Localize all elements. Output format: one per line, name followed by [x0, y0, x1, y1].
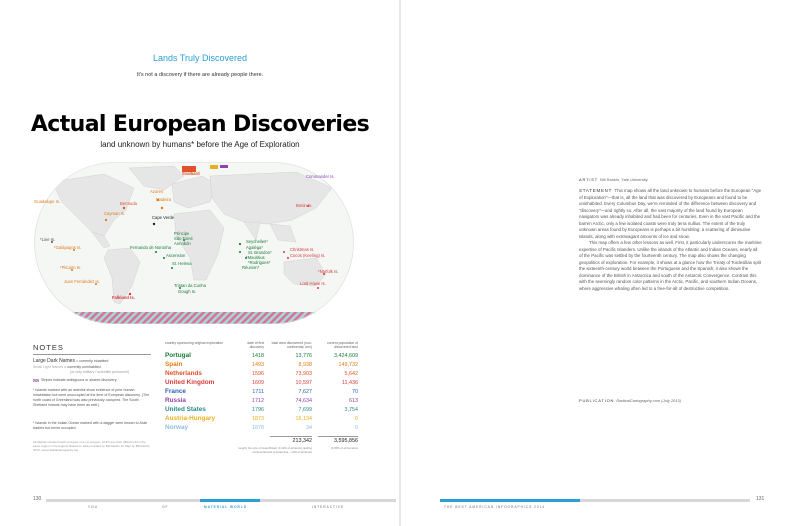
table-row-date: 1418	[252, 353, 264, 359]
population-note: (0.05% of all humans)	[330, 446, 358, 450]
col-header-date: date of first discovery	[247, 341, 264, 350]
map-label-sao-tome: São Tomé	[174, 236, 193, 241]
map-label-rodrigues: *Rodrigues*	[248, 260, 271, 265]
map-label-azores: Azores	[150, 189, 164, 194]
table-row-population: 149,732	[338, 362, 358, 368]
footer-item-you: YOU	[88, 505, 98, 509]
map-label-gough: Gough Is.	[178, 289, 197, 294]
spread-gutter	[399, 0, 401, 526]
map-label-guadalupe: Guadalupe Is.	[34, 199, 61, 204]
publication-source: RadicalCartography.com (July 2013)	[616, 398, 682, 403]
map-label-st-helena: St. Helena	[172, 261, 192, 266]
table-row-population: 3,754	[344, 407, 358, 413]
footer-item-of: OF	[162, 505, 169, 509]
map-label-mauritius: *Mauritius	[246, 255, 265, 260]
map-label-lord-howe: Lord Howe Is.	[300, 281, 326, 286]
notes-footnote: All islands included each occupies one (1) polygon, which are often different from the same region in the legend; Based on data provided by Bill Rankin for Map by Bill Rankin 2013, www.radicalcartography.net	[33, 440, 150, 453]
table-row-population: 613	[349, 398, 358, 404]
footer-book-title: THE BEST AMERICAN INFOGRAPHICS 2014	[444, 505, 546, 509]
infographic-subtitle: land unknown by humans* before the Age of Exploration	[100, 140, 300, 149]
table-row-country: Netherlands	[165, 370, 202, 377]
table-row-country: Russia	[165, 397, 186, 404]
infographic-title: Actual European Discoveries	[30, 112, 370, 137]
total-population: 3,595,856	[334, 438, 358, 444]
map-label-tristan-da-cunha: Tristan da Cunha	[174, 283, 206, 288]
table-row-area: 7,627	[298, 389, 312, 395]
table-row-population: 3,424,609	[334, 353, 358, 359]
area-note: roughly the size of Great Britain (0.14% of all lands) (adding continental land of Antarctica ~ 10% of all lands)	[237, 446, 312, 454]
artist-label: ARTIST	[579, 177, 598, 182]
table-row-population: 11,436	[341, 380, 358, 386]
map-label-falkland: Falkland Is.	[112, 295, 135, 300]
statement-paragraph-2: This map offers a few other lessons as well. First, it particularly underscores the maritime expertise of Pacific Islanders. Unlike the islands of the Atlantic and Indian Oceans, nearly all of the Pacific was settled by the fourteenth century. The map also shows the changing geopolitics of exploration. For example, it shows at a glance how the Treaty of Tordesillas split the sixteenth-century world between the Portuguese and the Spanish; it also shows the dominance of the British in Antarctica and south of the Antarctic Convergence. Contrast this with the seemingly random color patterns in the Arctic, Pacific, and southern Indian Oceans, where aggressive whaling often led to a free-for-all of destructive competition.	[579, 240, 762, 291]
asterisk-note-2: * Islands in the Indian Ocean marked with a dagger were known to Arab traders but never occupied.	[33, 421, 148, 430]
statement	[579, 188, 762, 292]
table-row-country: France	[165, 388, 186, 395]
antarctica-striped	[34, 312, 354, 324]
legend-dark-label: Large Dark Names	[33, 358, 75, 364]
map-label-agalega: Agaléga*	[246, 245, 263, 250]
table-row-date: 1878	[252, 425, 264, 431]
table-row-country: Spain	[165, 361, 183, 368]
map-label-st-brandon: St. Brandon*	[248, 250, 272, 255]
statement-label: STATEMENT	[579, 188, 613, 193]
legend-dark-desc: = currently inhabited	[75, 359, 109, 363]
table-row-area: 8,938	[298, 362, 312, 368]
map-label-line-is: *Line Is.	[40, 237, 56, 242]
right-page-number: 131	[756, 496, 765, 502]
map-label-cape-verde: Cape Verde	[152, 215, 175, 220]
table-row-date: 1711	[252, 389, 264, 395]
col-header-country: country sponsoring original exploration	[165, 341, 224, 345]
map-label-pitcairn: *Pitcairn Is.	[60, 265, 82, 270]
table-row-population: 5,642	[344, 371, 358, 377]
map-label-commander: Commander Is.	[306, 174, 335, 179]
table-row-date: 1873	[252, 416, 264, 422]
table-row-country: Norway	[165, 424, 189, 431]
map-label-madeira: Madeira	[156, 197, 172, 202]
footer-item-interactive: INTERACTIVE	[312, 505, 345, 509]
map-label-juan-fernandez: Juan Fernández Is.	[64, 279, 100, 284]
table-row-population: 0	[355, 425, 358, 431]
stripes-note-text: Stripes indicate ambiguous or shared discovery.	[41, 378, 118, 382]
map-label-cocos: Cocos (Keeling) Is.	[290, 253, 326, 258]
map-label-cayman: Cayman Is.	[104, 211, 126, 216]
statement-paragraph-1: This map shows all the land unknown to humans before the European "Age of Exploration"—that is, all the land that was discovered by Europeans and found to be uninhabited. Every Columbus Day, we're reminded of the difference between discovery and "discovery"—and rightly so. After all, the vast majority of the land found by European navigators was already inhabited and had been for centuries. Even in the vast Pacific and the barren Arctic, only a few isolated coasts were truly terra nullius. The extent of the truly unknown areas found by Europeans is perhaps a bit humbling: a scattering of diminutive islands, along with extravagant amounts of ice and snow.	[579, 188, 762, 239]
legend-light-label: Small Light Names	[33, 365, 64, 369]
area-total-rule	[270, 436, 312, 437]
col-header-population: current population of discovered land	[327, 341, 358, 350]
map-label-fernando-de-noronha: Fernando de Noronha	[130, 245, 171, 250]
total-area: 213,342	[292, 438, 312, 444]
publication-label: PUBLICATION	[579, 398, 615, 403]
stripes-note	[33, 378, 151, 383]
left-footer-accent	[200, 499, 260, 502]
table-row-area: 13,776	[295, 353, 312, 359]
map-label-bonin: Bonin Is.	[296, 203, 313, 208]
map-label-norfolk: *Norfolk Is.	[318, 269, 339, 274]
footer-item-material-world: MATERIAL WORLD	[204, 505, 248, 509]
table-row-population: 70	[352, 389, 358, 395]
col-header-area: total area discovered (non-continental, km²)	[271, 341, 312, 350]
legend-light-sub: (or only military / scientific personnel)	[70, 370, 130, 374]
right-footer-accent	[440, 499, 580, 502]
legend-dark-names	[33, 358, 151, 365]
map-label-principe: Príncipe	[174, 231, 190, 236]
map-label-reunion: Réunion*	[242, 265, 260, 270]
section-title: Lands Truly Discovered	[152, 53, 248, 63]
notes-title: NOTES	[33, 343, 64, 352]
map-label-annobon: Annobón	[174, 241, 191, 246]
table-row-country: United Kingdom	[165, 379, 215, 386]
table-row-area: 73,903	[295, 371, 312, 377]
table-row-date: 1796	[252, 407, 264, 413]
map-label-bermuda: Bermuda	[120, 201, 137, 206]
table-row-population: 0	[355, 416, 358, 422]
stripes-swatch	[33, 379, 39, 382]
section-subtitle: It's not a discovery if there are already people there.	[136, 72, 264, 78]
map-label-christmas: Christmas Is.	[290, 247, 315, 252]
map-label-svalbard: Svalbard	[182, 171, 200, 176]
legend-light-desc: = currently uninhabited	[64, 365, 101, 369]
table-row-area: 74,634	[295, 398, 312, 404]
table-row-date: 1712	[252, 398, 264, 404]
table-row-date: 1609	[252, 380, 264, 386]
world-map	[34, 162, 354, 324]
table-row-area: 16,134	[295, 416, 312, 422]
table-row-country: United States	[165, 406, 206, 413]
artist-credit	[579, 177, 648, 182]
map-label-seychelles: Seychelles*	[246, 239, 268, 244]
table-row-date: 1493	[252, 362, 264, 368]
table-row-country: Portugal	[165, 352, 191, 359]
table-row-area: 7,699	[298, 407, 312, 413]
asterisk-note-1: * Islands marked with an asterisk show evidence of prior human inhabitation but were unoccupied at the time of European discovery. (The north coast of Greenland was also previously occupied. The South Shetland Islands may have been as well.)	[33, 388, 150, 407]
table-row-area: 10,597	[295, 380, 312, 386]
artist-name: Bill Rankin, Yale University.	[600, 177, 649, 182]
table-row-date: 1596	[252, 371, 264, 377]
map-label-galapagos: *Galápagos Is.	[54, 245, 82, 250]
population-total-rule	[318, 436, 358, 437]
publication-credit	[579, 398, 681, 403]
table-row-area: 34	[306, 425, 312, 431]
table-row-country: Austria-Hungary	[165, 415, 216, 422]
world-map-graphic	[34, 162, 354, 324]
notes-divider	[33, 354, 151, 355]
map-label-ascension: Ascension	[166, 253, 186, 258]
left-page-number: 130	[33, 496, 42, 502]
